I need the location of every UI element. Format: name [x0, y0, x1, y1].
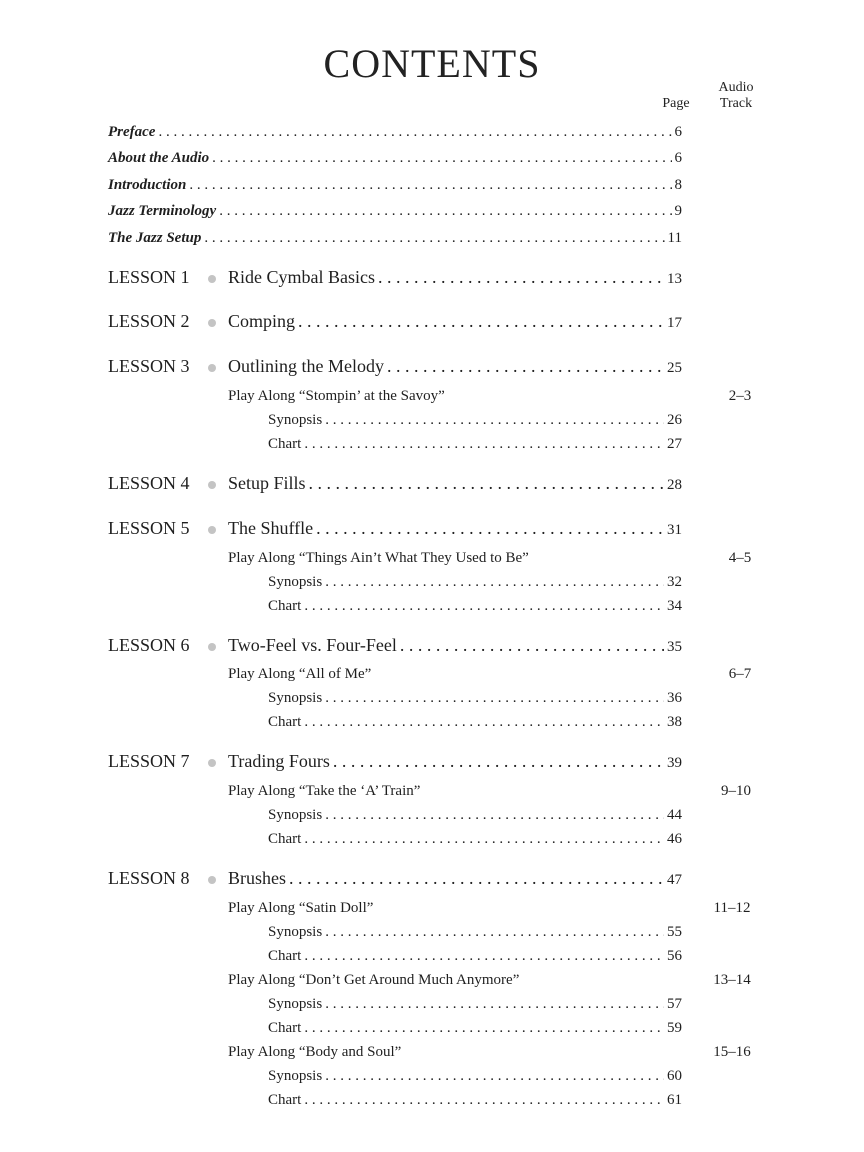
toc-entry-synopsis[interactable]	[268, 574, 682, 591]
lesson-number: LESSON 5	[108, 518, 190, 538]
toc-entry-chart[interactable]	[268, 1092, 682, 1109]
audio-track: 11–12	[713, 900, 751, 916]
audio-track: 13–14	[713, 972, 751, 988]
dot-leader	[325, 412, 664, 429]
dot-leader	[304, 714, 664, 731]
entry-label: Synopsis	[268, 412, 323, 428]
entry-label: Chart	[268, 1020, 302, 1036]
toc-entry-synopsis[interactable]	[268, 690, 682, 707]
dot-leader	[400, 635, 664, 656]
toc-entry-lesson-8[interactable]	[228, 868, 682, 889]
entry-page: 60	[667, 1068, 682, 1084]
entry-page: 61	[667, 1092, 682, 1108]
entry-page: 27	[667, 436, 682, 452]
entry-page: 57	[667, 996, 682, 1012]
toc-entry-jazz-terminology[interactable]	[108, 203, 682, 220]
entry-page: 55	[667, 924, 682, 940]
lesson-number: LESSON 7	[108, 751, 190, 771]
entry-page: 59	[667, 1020, 682, 1036]
toc-entry-preface[interactable]	[108, 124, 682, 141]
lesson-number: LESSON 4	[108, 473, 190, 493]
entry-label: Preface	[108, 124, 156, 140]
entry-page: 9	[674, 203, 682, 219]
entry-page: 34	[667, 598, 682, 614]
audio-track: 9–10	[721, 783, 751, 799]
bullet-icon	[208, 275, 216, 283]
entry-label: Chart	[268, 948, 302, 964]
dot-leader	[325, 807, 664, 824]
bullet-icon	[208, 481, 216, 489]
audio-track: 2–3	[728, 388, 752, 404]
entry-label: Chart	[268, 436, 302, 452]
lesson-number: LESSON 2	[108, 311, 190, 331]
toc-entry-chart[interactable]	[268, 831, 682, 848]
entry-page: 31	[667, 522, 682, 538]
play-along-title[interactable]: Play Along “Stompin’ at the Savoy”	[228, 388, 445, 404]
play-along-title[interactable]: Play Along “All of Me”	[228, 666, 372, 682]
entry-page: 8	[674, 177, 682, 193]
entry-page: 38	[667, 714, 682, 730]
dot-leader	[158, 124, 671, 141]
entry-label: Chart	[268, 598, 302, 614]
bullet-icon	[208, 364, 216, 372]
entry-label: Chart	[268, 714, 302, 730]
page-title: CONTENTS	[323, 41, 541, 86]
entry-label: About the Audio	[108, 150, 210, 166]
entry-page: 13	[667, 271, 682, 287]
dot-leader	[304, 1092, 664, 1109]
toc-entry-chart[interactable]	[268, 714, 682, 731]
lesson-number: LESSON 6	[108, 635, 190, 655]
entry-label: Synopsis	[268, 924, 323, 940]
entry-page: 25	[667, 360, 682, 376]
toc-entry-chart[interactable]	[268, 598, 682, 615]
dot-leader	[189, 177, 671, 194]
lesson-title: Ride Cymbal Basics	[228, 267, 375, 287]
audio-header-line2: Track	[719, 96, 753, 111]
play-along-title[interactable]: Play Along “Satin Doll”	[228, 900, 374, 916]
audio-track: 15–16	[713, 1044, 751, 1060]
lesson-title: Brushes	[228, 868, 286, 888]
entry-page: 17	[667, 315, 682, 331]
entry-page: 36	[667, 690, 682, 706]
dot-leader	[387, 356, 664, 377]
toc-entry-synopsis[interactable]	[268, 807, 682, 824]
entry-page: 44	[667, 807, 682, 823]
dot-leader	[304, 948, 664, 965]
bullet-icon	[208, 643, 216, 651]
toc-entry-about-the-audio[interactable]	[108, 150, 682, 167]
dot-leader	[316, 518, 664, 539]
entry-label: Synopsis	[268, 807, 323, 823]
entry-page: 47	[667, 872, 682, 888]
lesson-number: LESSON 3	[108, 356, 190, 376]
audio-track: 6–7	[728, 666, 752, 682]
dot-leader	[289, 868, 664, 889]
dot-leader	[204, 230, 664, 247]
lesson-title: Two-Feel vs. Four-Feel	[228, 635, 397, 655]
bullet-icon	[208, 526, 216, 534]
entry-page: 56	[667, 948, 682, 964]
dot-leader	[378, 267, 664, 288]
audio-header-line1: Audio	[718, 80, 754, 95]
entry-label: Synopsis	[268, 996, 323, 1012]
toc-entry-synopsis[interactable]	[268, 412, 682, 429]
entry-page: 35	[667, 639, 682, 655]
toc-entry-synopsis[interactable]	[268, 924, 682, 941]
lesson-title: Setup Fills	[228, 473, 306, 493]
lesson-number: LESSON 8	[108, 868, 190, 888]
toc-entry-chart[interactable]	[268, 436, 682, 453]
toc-entry-lesson-1[interactable]	[228, 267, 682, 288]
lesson-title: Outlining the Melody	[228, 356, 384, 376]
toc-entry-lesson-7[interactable]	[228, 751, 682, 772]
entry-page: 6	[674, 150, 682, 166]
toc-entry-lesson-3[interactable]	[228, 356, 682, 377]
lesson-title: The Shuffle	[228, 518, 314, 538]
entry-page: 6	[674, 124, 682, 140]
dot-leader	[325, 996, 664, 1013]
dot-leader	[298, 311, 664, 332]
toc-entry-chart[interactable]	[268, 1020, 682, 1037]
dot-leader	[309, 473, 664, 494]
dot-leader	[304, 598, 664, 615]
audio-track-column-header	[708, 80, 764, 112]
entry-page: 32	[667, 574, 682, 590]
toc-entry-synopsis[interactable]	[268, 1068, 682, 1085]
lesson-number: LESSON 1	[108, 267, 190, 287]
toc-entry-introduction[interactable]	[108, 177, 682, 194]
entry-page: 46	[667, 831, 682, 847]
dot-leader	[325, 1068, 664, 1085]
dot-leader	[333, 751, 664, 772]
dot-leader	[325, 924, 664, 941]
entry-label: Synopsis	[268, 1068, 323, 1084]
lesson-title: Comping	[228, 311, 296, 331]
toc-entry-lesson-4[interactable]	[228, 473, 682, 494]
toc-entry-lesson-2[interactable]	[228, 311, 682, 332]
bullet-icon	[208, 876, 216, 884]
entry-page: 11	[667, 230, 682, 246]
toc-entry-the-jazz-setup[interactable]	[108, 230, 682, 247]
entry-label: Chart	[268, 831, 302, 847]
play-along-title[interactable]: Play Along “Take the ‘A’ Train”	[228, 783, 421, 799]
dot-leader	[304, 436, 664, 453]
entry-page: 39	[667, 755, 682, 771]
bullet-icon	[208, 759, 216, 767]
page-column-header: Page	[662, 96, 690, 111]
dot-leader	[304, 1020, 664, 1037]
entry-page: 26	[667, 412, 682, 428]
dot-leader	[325, 574, 664, 591]
entry-label: Synopsis	[268, 690, 323, 706]
play-along-title[interactable]: Play Along “Body and Soul”	[228, 1044, 402, 1060]
toc-entry-lesson-6[interactable]	[228, 635, 682, 656]
dot-leader	[325, 690, 664, 707]
audio-track: 4–5	[728, 550, 752, 566]
toc-entry-lesson-5[interactable]	[228, 518, 682, 539]
entry-label: Synopsis	[268, 574, 323, 590]
toc-entry-synopsis[interactable]	[268, 996, 682, 1013]
lesson-title: Trading Fours	[228, 751, 330, 771]
dot-leader	[219, 203, 671, 220]
entry-label: Jazz Terminology	[108, 203, 217, 219]
entry-page: 28	[667, 477, 682, 493]
dot-leader	[304, 831, 664, 848]
play-along-title[interactable]: Play Along “Don’t Get Around Much Anymore”	[228, 972, 520, 988]
dot-leader	[212, 150, 671, 167]
play-along-title[interactable]: Play Along “Things Ain’t What They Used to Be”	[228, 550, 529, 566]
entry-label: Chart	[268, 1092, 302, 1108]
toc-entry-chart[interactable]	[268, 948, 682, 965]
entry-label: Introduction	[108, 177, 187, 193]
bullet-icon	[208, 319, 216, 327]
entry-label: The Jazz Setup	[108, 230, 202, 246]
